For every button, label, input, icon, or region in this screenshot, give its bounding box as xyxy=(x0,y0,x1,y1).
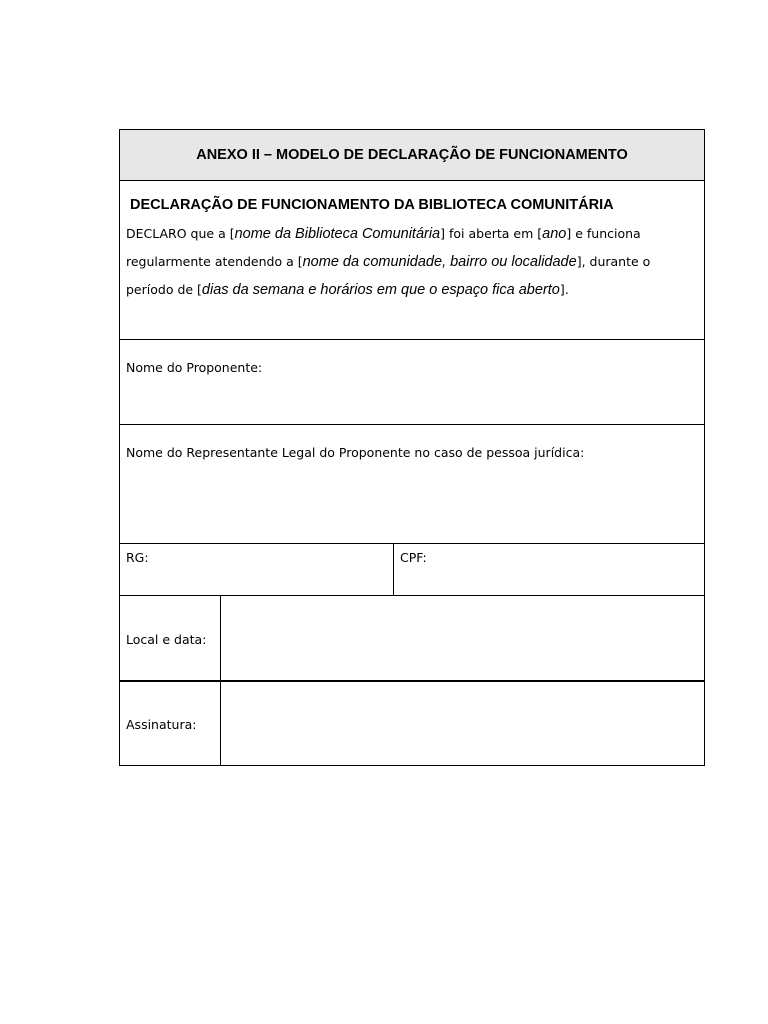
place-date-label-cell xyxy=(120,596,221,682)
declaration-text-part: ]. xyxy=(559,282,569,297)
community-placeholder: nome da comunidade, bairro ou localidade xyxy=(302,254,577,270)
declaration-text-part: ] foi aberta em [ xyxy=(440,226,543,241)
declaration-text-part: ], durante o período de [ xyxy=(126,254,651,297)
declaration-text-part: DECLARO que a [ xyxy=(126,226,235,241)
legal-representative-label: Nome do Representante Legal do Proponente no caso de pessoa jurídica: xyxy=(126,445,585,460)
rg-field[interactable] xyxy=(120,544,394,596)
signature-row xyxy=(120,681,705,766)
schedule-placeholder: dias da semana e horários em que o espaço fica aberto xyxy=(201,282,560,298)
annex-title: ANEXO II – MODELO DE DECLARAÇÃO DE FUNCIONAMENTO xyxy=(120,130,705,181)
signature-field[interactable] xyxy=(221,681,705,766)
signature-label-cell xyxy=(120,681,221,766)
legal-representative-row xyxy=(120,425,705,544)
declaration-section xyxy=(120,181,705,340)
signature-label: Assinatura: xyxy=(126,717,197,732)
proponent-row xyxy=(120,340,705,425)
proponent-name-label: Nome do Proponente: xyxy=(126,360,263,375)
declaration-text-part: ] e funciona regularmente atendendo a [ xyxy=(126,226,641,269)
documents-row xyxy=(120,544,705,596)
place-date-row xyxy=(120,596,705,682)
declaration-form-table xyxy=(119,129,705,766)
year-placeholder: ano xyxy=(542,226,567,242)
rg-label: RG: xyxy=(126,550,149,565)
declaration-row xyxy=(120,181,705,340)
place-date-field[interactable] xyxy=(221,596,705,682)
cpf-field[interactable] xyxy=(394,544,705,596)
cpf-label: CPF: xyxy=(400,550,427,565)
library-name-placeholder: nome da Biblioteca Comunitária xyxy=(234,226,441,242)
declaration-text xyxy=(126,220,694,304)
legal-representative-field[interactable] xyxy=(120,425,705,544)
declaration-title: DECLARAÇÃO DE FUNCIONAMENTO DA BIBLIOTECA COMUNITÁRIA xyxy=(130,197,614,213)
place-date-label: Local e data: xyxy=(126,631,207,647)
header-row xyxy=(120,130,705,181)
proponent-name-field[interactable] xyxy=(120,340,705,425)
